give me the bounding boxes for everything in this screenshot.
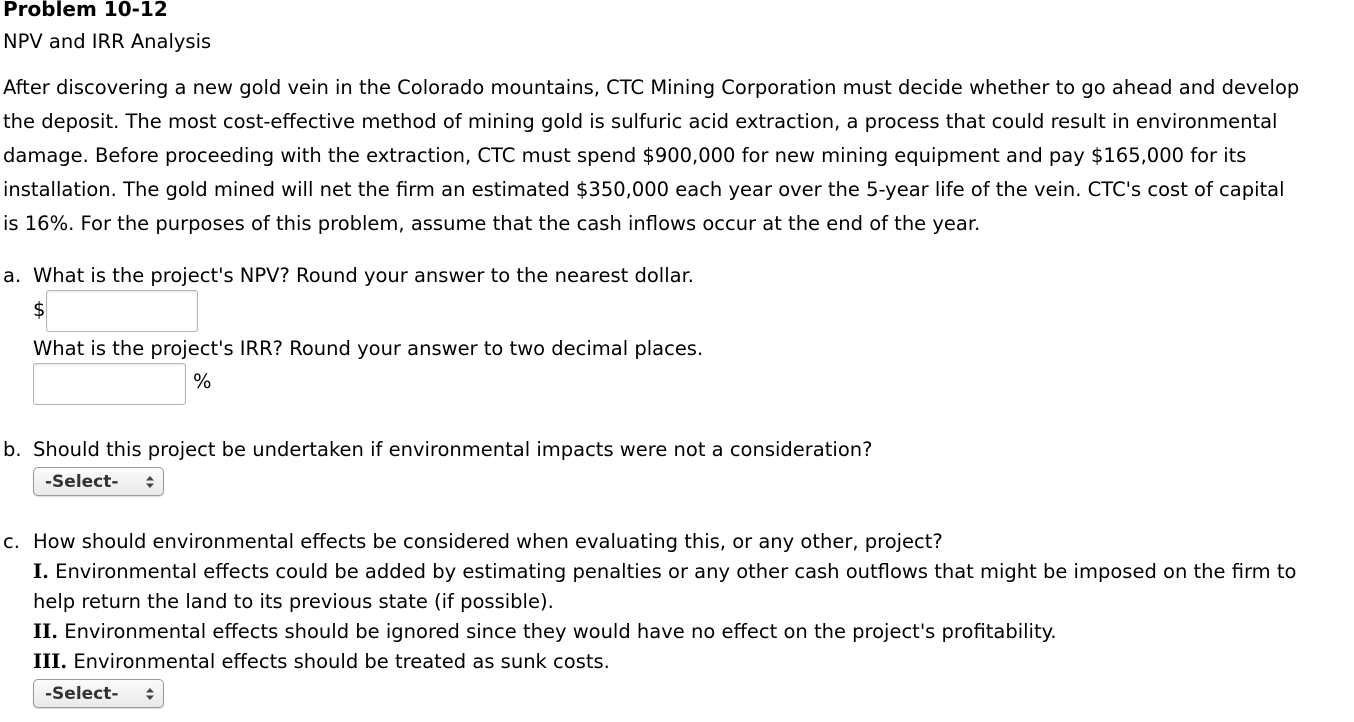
part-b-select-value: -Select- xyxy=(45,471,119,492)
part-c-select[interactable] xyxy=(33,679,164,708)
description-line: damage. Before proceeding with the extraction, CTC must spend $900,000 for new mining equipment and pay $165,000 for its xyxy=(3,144,1247,167)
problem-subtitle: NPV and IRR Analysis xyxy=(3,30,212,53)
description-line: After discovering a new gold vein in the Colorado mountains, CTC Mining Corporation must decide whether to go ahead and develop xyxy=(3,76,1300,99)
part-b-select[interactable] xyxy=(33,467,164,496)
option-iii-text: Environmental effects should be treated as sunk costs. xyxy=(73,650,610,673)
irr-input[interactable] xyxy=(33,363,186,405)
irr-question: What is the project's IRR? Round your answer to two decimal places. xyxy=(33,337,704,360)
option-iii xyxy=(33,650,610,673)
problem-description xyxy=(3,71,1351,241)
option-ii xyxy=(33,620,1057,643)
option-i-text: Environmental effects could be added by estimating penalties or any other cash outflows that might be imposed on the firm to xyxy=(55,560,1297,583)
part-a-label: a. xyxy=(3,264,22,287)
description-line: is 16%. For the purposes of this problem, assume that the cash inflows occur at the end of the year. xyxy=(3,212,981,235)
part-c-label: c. xyxy=(3,530,20,553)
npv-dollar-sign: $ xyxy=(33,298,46,321)
option-iii-numeral: III. xyxy=(33,650,68,673)
part-b-label: b. xyxy=(3,438,22,461)
npv-question: What is the project's NPV? Round your answer to the nearest dollar. xyxy=(33,264,695,287)
description-line: installation. The gold mined will net the firm an estimated $350,000 each year over the 5-year life of the vein. CTC's cost of capital xyxy=(3,178,1285,201)
description-line: the deposit. The most cost-effective method of mining gold is sulfuric acid extraction, a process that could result in environmental xyxy=(3,110,1278,133)
part-b-question: Should this project be undertaken if environmental impacts were not a consideration? xyxy=(33,438,873,461)
part-c-select-value: -Select- xyxy=(45,683,119,704)
option-i xyxy=(33,560,1296,583)
npv-input[interactable] xyxy=(46,290,198,332)
problem-title: Problem 10-12 xyxy=(3,0,168,21)
option-ii-numeral: II. xyxy=(33,620,59,643)
part-c-question: How should environmental effects be considered when evaluating this, or any other, project? xyxy=(33,530,943,553)
up-down-arrows-icon xyxy=(146,475,154,489)
irr-percent-sign: % xyxy=(193,370,212,393)
option-i-numeral: I. xyxy=(33,560,49,583)
option-i-continued xyxy=(33,590,554,613)
up-down-arrows-icon xyxy=(146,687,154,701)
option-i-text-continued: help return the land to its previous state (if possible). xyxy=(33,590,554,613)
option-ii-text: Environmental effects should be ignored since they would have no effect on the project's profitability. xyxy=(64,620,1057,643)
